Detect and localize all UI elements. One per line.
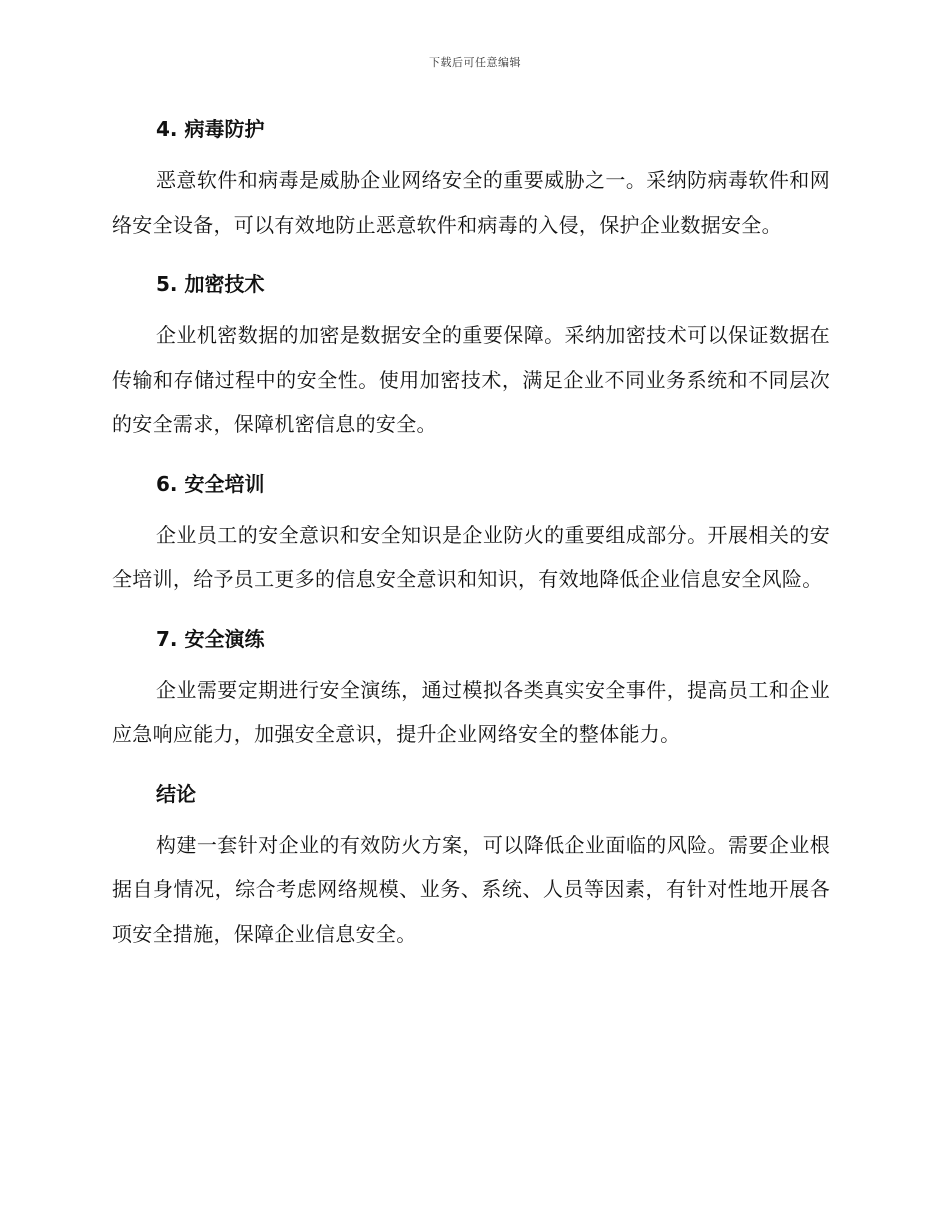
section-security-training <box>112 467 830 602</box>
document-body <box>112 112 830 976</box>
section-heading: 5. 加密技术 <box>156 272 265 296</box>
section-paragraph: 企业机密数据的加密是数据安全的重要保障。采纳加密技术可以保证数据在传输和存储过程中的安全性。使用加密技术，满足企业不同业务系统和不同层次的安全需求，保障机密信息的安全。 <box>112 323 830 436</box>
page-header: 下载后可任意编辑 <box>429 56 521 69</box>
section-paragraph: 企业需要定期进行安全演练，通过模拟各类真实安全事件，提高员工和企业应急响应能力，加强安全意识，提升企业网络安全的整体能力。 <box>112 677 830 746</box>
section-heading: 结论 <box>156 781 196 806</box>
section-virus-protection <box>112 112 830 247</box>
section-paragraph: 构建一套针对企业的有效防火方案，可以降低企业面临的风险。需要企业根据自身情况，综合考虑网络规模、业务、系统、人员等因素，有针对性地开展各项安全措施，保障企业信息安全。 <box>112 832 830 946</box>
section-security-drill <box>112 622 830 757</box>
section-paragraph: 恶意软件和病毒是威胁企业网络安全的重要威胁之一。采纳防病毒软件和网络安全设备，可以有效地防止恶意软件和病毒的入侵，保护企业数据安全。 <box>112 168 830 237</box>
section-paragraph: 企业员工的安全意识和安全知识是企业防火的重要组成部分。开展相关的安全培训，给予员工更多的信息安全意识和知识，有效地降低企业信息安全风险。 <box>112 522 830 591</box>
section-heading: 6. 安全培训 <box>156 471 265 496</box>
section-encryption <box>112 267 830 447</box>
section-heading: 7. 安全演练 <box>156 626 265 651</box>
section-heading: 4. 病毒防护 <box>156 117 265 141</box>
section-conclusion <box>112 777 830 957</box>
